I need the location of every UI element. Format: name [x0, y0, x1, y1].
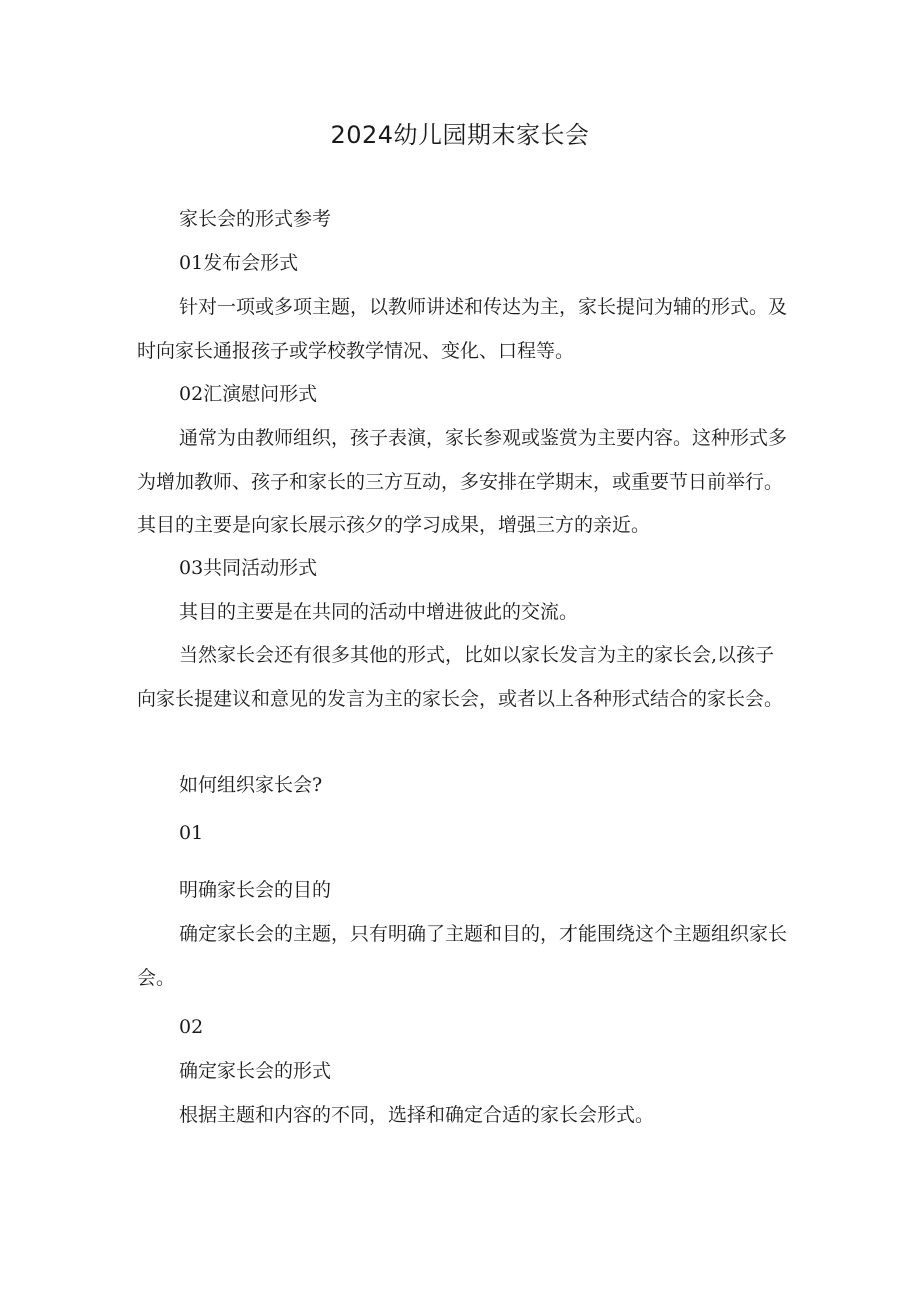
heading-joint-activity-form: 03共同活动形式: [179, 557, 318, 579]
heading-clarify-purpose: 明确家长会的目的: [179, 879, 332, 901]
paragraph-other-forms: 当然家长会还有很多其他的形式，比如以家长发言为主的家长会,以孩子向家长提建议和意见的发言为主的家长会，或者以上各种形式结合的家长会。: [137, 644, 784, 710]
step-number-02: 02: [179, 1016, 204, 1038]
paragraph-determine-form-desc: 根据主题和内容的不同，选择和确定合适的家长会形式。: [179, 1104, 655, 1126]
document-title: 2024幼儿园期末家长会: [330, 121, 590, 149]
paragraph-joint-activity-desc: 其目的主要是在共同的活动中增进彼此的交流。: [179, 601, 579, 623]
heading-press-conference-form: 01发布会形式: [179, 252, 299, 274]
heading-how-to-organize: 如何组织家长会?: [179, 774, 323, 796]
step-number-01: 01: [179, 822, 204, 844]
paragraph-performance-desc: 通常为由教师组织，孩子表演，家长参观或鉴赏为主要内容。这种形式多为增加教师、孩子和家长的三方互动，多安排在学期末，或重要节日前举行。其目的主要是向家长展示孩夕的学习成果，增强三方的亲近。: [137, 427, 788, 536]
paragraph-press-conference-desc: 针对一项或多项主题，以教师讲述和传达为主，家长提问为辅的形式。及时向家长通报孩子或学校教学情况、变化、口程等。: [137, 296, 788, 362]
heading-determine-form: 确定家长会的形式: [179, 1060, 332, 1082]
paragraph-clarify-purpose-desc: 确定家长会的主题，只有明确了主题和目的，才能围绕这个主题组织家长会。: [137, 923, 788, 989]
heading-performance-form: 02汇演慰问形式: [179, 383, 318, 405]
paragraph-forms-reference: 家长会的形式参考: [179, 208, 332, 230]
